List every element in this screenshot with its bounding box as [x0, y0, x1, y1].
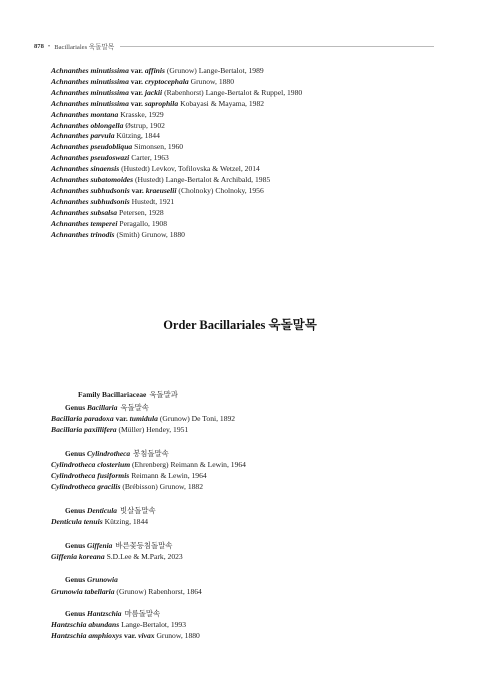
species-name: Achnanthes pseudobliqua — [51, 142, 133, 152]
species-author: (Hustedt) Lange-Bertalot & Archibald, 1985 — [134, 175, 271, 185]
genus-name: Cylindrotheca — [87, 449, 131, 458]
genus-prefix: Genus — [65, 506, 86, 515]
family-korean: 욱돌말과 — [149, 390, 178, 399]
species-entry — [51, 587, 202, 598]
species-author: Simonsen, 1960 — [134, 142, 184, 152]
species-entry — [51, 110, 451, 121]
species-entry — [51, 66, 451, 77]
infra-name: saprophila — [144, 98, 179, 108]
family-heading — [78, 389, 178, 400]
species-author: Reimann & Lewin, 1964 — [131, 471, 207, 480]
species-entry — [51, 631, 200, 642]
genus-korean: 봉침돌말속 — [133, 449, 169, 458]
species-author: S.D.Lee & M.Park, 2023 — [106, 552, 183, 561]
header-rule — [120, 46, 434, 47]
species-author: (Hustedt) Levkov, Tofilovska & Wetzel, 2014 — [121, 164, 260, 174]
species-author: Hustedt, 1921 — [131, 196, 175, 206]
infra-name: kraeuselii — [145, 185, 177, 195]
genus-prefix: Genus — [65, 575, 86, 584]
species-name: Achnanthes minutissima — [51, 98, 129, 108]
species-name: Achnanthes subatomoides — [51, 175, 134, 185]
species-author: Krasske, 1929 — [120, 109, 164, 119]
header-separator: • — [47, 42, 51, 50]
genus-heading — [65, 448, 169, 459]
species-entry — [51, 414, 235, 425]
taxon-rank: var. — [131, 185, 144, 195]
species-author: Kützing, 1844 — [104, 517, 149, 526]
species-name: Achnanthes minutissima — [51, 66, 129, 75]
genus-heading — [65, 608, 160, 619]
infra-name: vivax — [138, 631, 155, 640]
species-name: Achnanthes subhudsonis — [51, 196, 130, 206]
species-author: Østrup, 1902 — [125, 120, 165, 130]
infra-name: cryptocephala — [144, 76, 189, 86]
species-author: Kobayasi & Mayama, 1982 — [180, 98, 265, 108]
species-author: (Brébisson) Grunow, 1882 — [122, 482, 204, 491]
species-name: Hantzschia amphioxys — [51, 631, 123, 640]
species-name: Achnanthes minutissima — [51, 87, 129, 97]
genus-korean: 욱돌말속 — [120, 403, 149, 412]
species-entry — [51, 131, 451, 142]
taxon-rank: var. — [124, 631, 137, 640]
infra-name: tumidula — [129, 414, 158, 423]
taxon-rank: var. — [130, 87, 143, 97]
species-entry — [51, 517, 148, 528]
species-entry — [51, 471, 207, 482]
species-entry — [51, 425, 188, 436]
species-name: Giffenia koreana — [51, 552, 105, 561]
genus-heading — [65, 505, 156, 516]
species-name: Denticula tenuis — [51, 517, 103, 526]
taxon-rank: var. — [130, 66, 143, 75]
species-name: Achnanthes minutissima — [51, 76, 129, 86]
genus-heading — [65, 402, 149, 413]
species-author: (Grunow) Lange-Bertalot, 1989 — [166, 66, 264, 75]
species-name: Achnanthes temperei — [51, 218, 118, 228]
species-author: Kützing, 1844 — [116, 131, 160, 141]
species-entry — [51, 208, 451, 219]
species-entry — [51, 197, 451, 208]
species-author: (Ehrenberg) Reimann & Lewin, 1964 — [132, 460, 246, 469]
taxon-rank: var. — [115, 414, 128, 423]
species-entry — [51, 77, 451, 88]
taxon-rank: var. — [130, 76, 143, 86]
species-name: Bacillaria paxillifera — [51, 425, 117, 434]
species-entry — [51, 620, 186, 631]
species-author: Peragallo, 1908 — [119, 218, 168, 228]
family-label: Family Bacillariaceae — [78, 390, 147, 399]
species-entry — [51, 230, 451, 241]
infra-name: affinis — [144, 66, 165, 75]
species-author: Petersen, 1928 — [118, 207, 164, 217]
species-name: Achnanthes pseudoswazi — [51, 153, 130, 163]
species-name: Achnanthes parvula — [51, 131, 115, 141]
genus-korean: 바른꽃등침돌말속 — [115, 541, 173, 550]
species-name: Bacillaria paradoxa — [51, 414, 114, 423]
species-name: Cylindrotheca fusiformis — [51, 471, 130, 480]
species-entry — [51, 482, 203, 493]
species-author: (Müller) Hendey, 1951 — [118, 425, 189, 434]
taxon-rank: var. — [130, 98, 143, 108]
species-entry — [51, 99, 451, 110]
genus-name: Grunowia — [87, 575, 118, 584]
species-entry — [51, 164, 451, 175]
running-title: Bacillariales 욱돌말목 — [54, 44, 115, 51]
genus-prefix: Genus — [65, 449, 86, 458]
species-author: Lange-Bertalot, 1993 — [121, 620, 187, 629]
species-name: Achnanthes sinaensis — [51, 164, 120, 174]
running-header — [34, 41, 434, 51]
species-name: Achnanthes montana — [51, 109, 119, 119]
genus-heading — [65, 540, 172, 551]
species-entry — [51, 88, 451, 99]
species-author: (Grunow) Rabenhorst, 1864 — [116, 587, 202, 596]
genus-prefix: Genus — [65, 403, 86, 412]
species-entry — [51, 552, 183, 563]
species-author: Grunow, 1880 — [156, 631, 200, 640]
species-name: Grunowia tabellaria — [51, 587, 115, 596]
genus-heading — [65, 575, 118, 584]
species-name: Cylindrotheca closterium — [51, 460, 131, 469]
species-author: (Rabenhorst) Lange-Bertalot & Ruppel, 1980 — [164, 87, 303, 97]
genus-name: Giffenia — [87, 541, 113, 550]
genus-korean: 빗살돌말속 — [119, 506, 156, 515]
species-author: (Cholnoky) Cholnoky, 1956 — [178, 185, 264, 195]
genus-prefix: Genus — [65, 609, 86, 618]
genus-name: Denticula — [87, 506, 117, 515]
species-author: (Grunow) De Toni, 1892 — [159, 414, 236, 423]
order-heading: Order Bacillariales 욱돌말목 — [163, 318, 317, 332]
genus-name: Hantzschia — [87, 609, 122, 618]
species-entry — [51, 153, 451, 164]
species-entry — [51, 142, 451, 153]
species-name: Achnanthes oblongella — [51, 120, 124, 130]
species-name: Hantzschia abundans — [51, 620, 120, 629]
species-entry — [51, 460, 246, 471]
species-name: Cylindrotheca gracilis — [51, 482, 121, 491]
genus-name: Bacillaria — [87, 403, 118, 412]
species-author: Grunow, 1880 — [190, 76, 235, 86]
page-number: 878 — [34, 42, 44, 50]
species-entry — [51, 219, 451, 230]
species-entry — [51, 175, 451, 186]
species-entry — [51, 186, 451, 197]
species-author: (Smith) Grunow, 1880 — [116, 229, 185, 239]
species-entry — [51, 121, 451, 132]
infra-name: jackii — [144, 87, 163, 97]
genus-korean: 마름돌말속 — [124, 609, 161, 618]
species-name: Achnanthes subsalsa — [51, 207, 118, 217]
species-name: Achnanthes subhudsonis — [51, 185, 130, 195]
species-name: Achnanthes trinodis — [51, 229, 115, 239]
top-species-list — [51, 66, 451, 241]
genus-prefix: Genus — [65, 541, 86, 550]
species-author: Carter, 1963 — [131, 153, 169, 163]
